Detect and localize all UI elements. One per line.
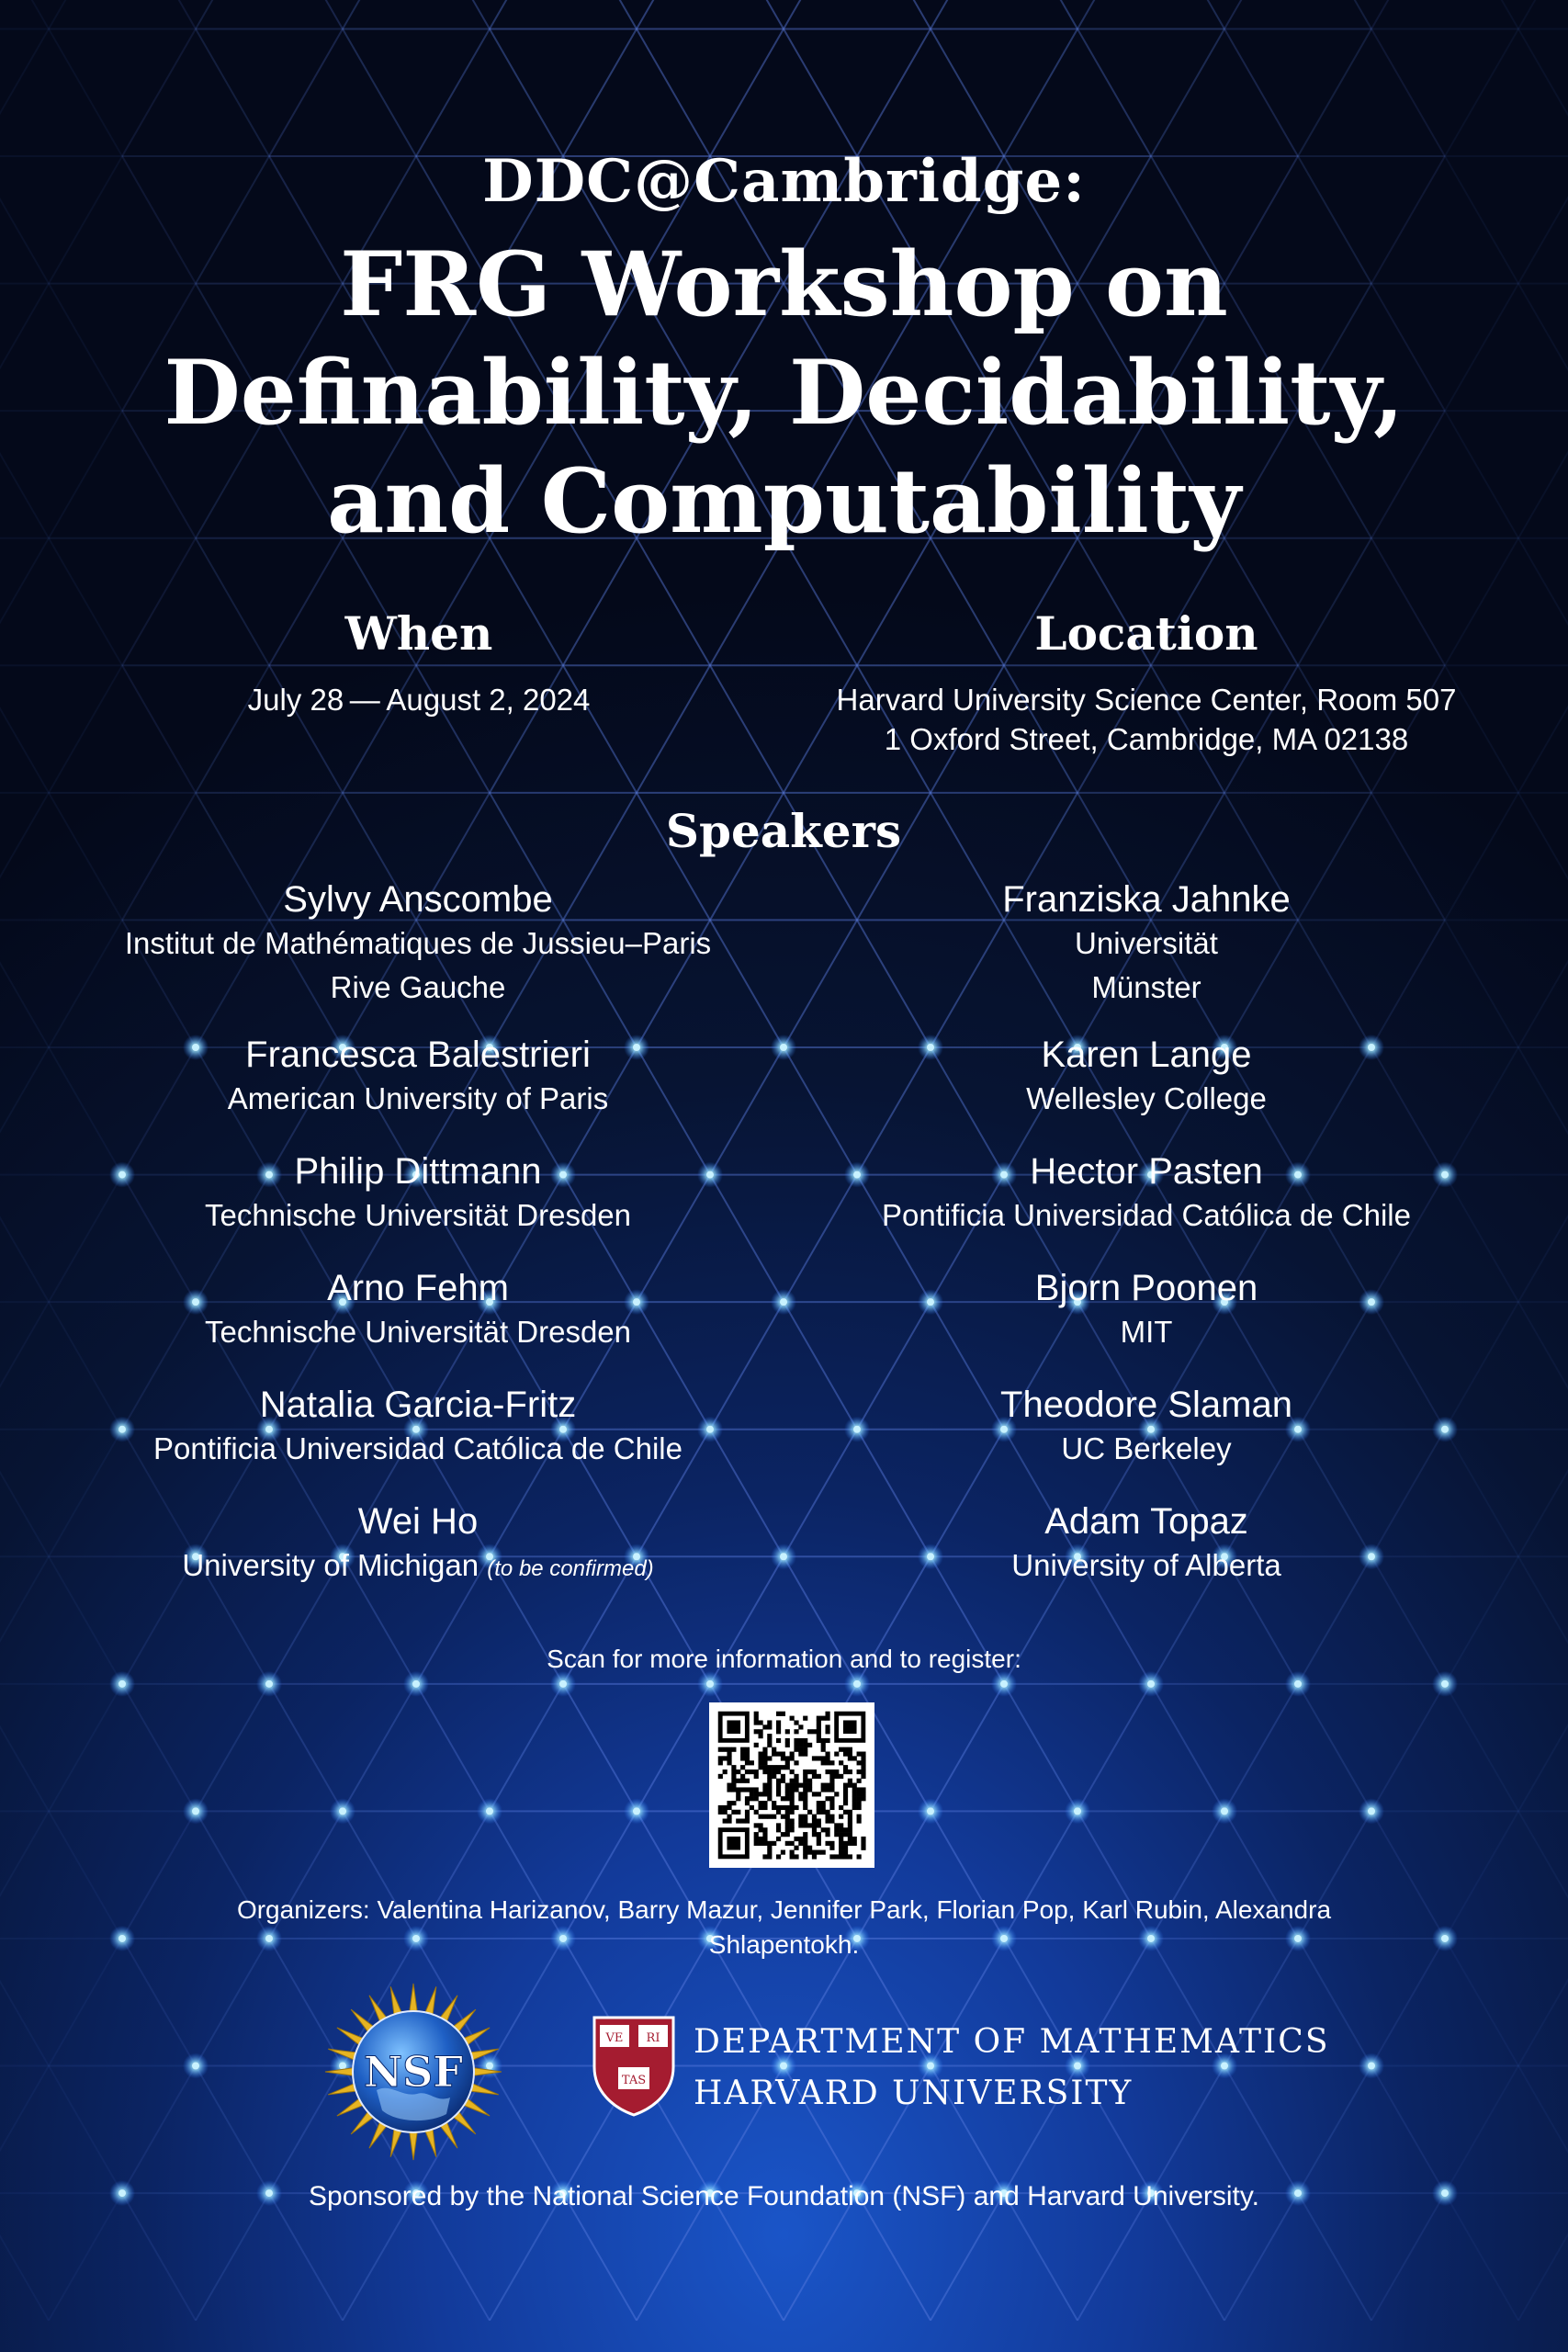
organizers: [184, 1893, 1384, 1962]
speaker-affiliation: Pontificia Universidad Católica de Chile: [153, 1431, 682, 1465]
location-heading: Location: [1034, 606, 1258, 661]
speaker-name: Philip Dittmann: [294, 1151, 542, 1192]
speaker-entry: [770, 877, 1523, 1010]
sponsor-statement: Sponsored by the National Science Foundation (NSF) and Harvard University.: [309, 2181, 1259, 2211]
speaker-affiliation: Technische Universität Dresden: [204, 1315, 632, 1349]
university-name: HARVARD UNIVERSITY: [694, 2075, 1134, 2112]
title-line-computability: and Computability: [327, 449, 1241, 553]
title-line-frg: FRG Workshop on: [340, 232, 1228, 336]
speaker-name: Karen Lange: [1041, 1035, 1252, 1075]
speaker-affiliation: MIT: [1120, 1315, 1173, 1349]
location-line-street: 1 Oxford Street, Cambridge, MA 02138: [884, 722, 1409, 756]
speaker-affiliation: Wellesley College: [1026, 1081, 1267, 1115]
event-dates: July 28 — August 2, 2024: [247, 683, 591, 717]
organizers-line: Organizers: Valentina Harizanov, Barry Mazur, Jennifer Park, Florian Pop, Karl Rubin, Alexandra: [236, 1895, 1332, 1924]
speaker-affiliation: Institut de Mathématiques de Jussieu–Paris: [124, 926, 712, 960]
speaker-entry: [770, 1266, 1523, 1354]
speaker-affiliation-cont: Rive Gauche: [330, 970, 506, 1004]
speaker-affiliation: Pontificia Universidad Católica de Chile: [882, 1198, 1411, 1232]
speaker-affiliation: University of Alberta: [1011, 1548, 1281, 1582]
location-line-building: Harvard University Science Center, Room 507: [836, 683, 1457, 717]
speaker-affiliation: Technische Universität Dresden: [204, 1198, 632, 1232]
speakers-heading: Speakers: [665, 804, 902, 858]
harvard-crest-icon: [591, 2014, 677, 2117]
nsf-logo: [321, 1980, 505, 2164]
speaker-name: Adam Topaz: [1044, 1501, 1248, 1542]
register-prompt: Scan for more information and to register:: [547, 1645, 1021, 1673]
dept-name: DEPARTMENT OF MATHEMATICS: [694, 2023, 1330, 2061]
speaker-affiliation: UC Berkeley: [1061, 1431, 1232, 1465]
nsf-wordmark: NSF: [364, 2047, 463, 2097]
speaker-entry: [41, 1266, 795, 1354]
crest-book-tas: TAS: [621, 2074, 647, 2087]
title-line-definability: Definability, Decidability,: [164, 341, 1404, 445]
speaker-affiliation-cont: Münster: [1091, 970, 1201, 1004]
speaker-name: Bjorn Poonen: [1034, 1268, 1258, 1308]
speaker-name: Franziska Jahnke: [1002, 879, 1291, 920]
speaker-name: Arno Fehm: [327, 1268, 509, 1308]
speaker-name: Natalia Garcia-Fritz: [259, 1385, 577, 1425]
qr-code-icon[interactable]: [709, 1702, 874, 1868]
speaker-name: Francesca Balestrieri: [245, 1035, 591, 1075]
speaker-affiliation: [41, 1544, 795, 1591]
speaker-entry: [770, 1033, 1523, 1121]
speaker-affiliation: American University of Paris: [227, 1081, 609, 1115]
speaker-name: Wei Ho: [357, 1501, 479, 1542]
speaker-entry: [770, 1499, 1523, 1588]
organizers-line-cont: Shlapentokh.: [708, 1930, 860, 1959]
event-series-title: DDC@Cambridge:: [482, 147, 1086, 216]
speaker-name: Sylvy Anscombe: [283, 879, 553, 920]
location-address: [779, 680, 1514, 759]
speaker-status-note: (to be confirmed): [487, 1556, 654, 1581]
speaker-entry: [41, 1499, 795, 1591]
crest-book-ri: RI: [646, 2031, 660, 2045]
speaker-affiliation: Universität: [1075, 926, 1218, 960]
speaker-name: Hector Pasten: [1030, 1151, 1263, 1192]
speaker-entry: [41, 877, 795, 1010]
speaker-entry: [41, 1149, 795, 1238]
when-heading: When: [344, 606, 493, 661]
speaker-name: Theodore Slaman: [1000, 1385, 1292, 1425]
speaker-entry: [41, 1383, 795, 1471]
speaker-affiliation-text: University of Michigan: [182, 1548, 479, 1582]
speaker-entry: [770, 1383, 1523, 1471]
crest-book-ve: VE: [605, 2031, 624, 2045]
speaker-entry: [41, 1033, 795, 1121]
speaker-entry: [770, 1149, 1523, 1238]
